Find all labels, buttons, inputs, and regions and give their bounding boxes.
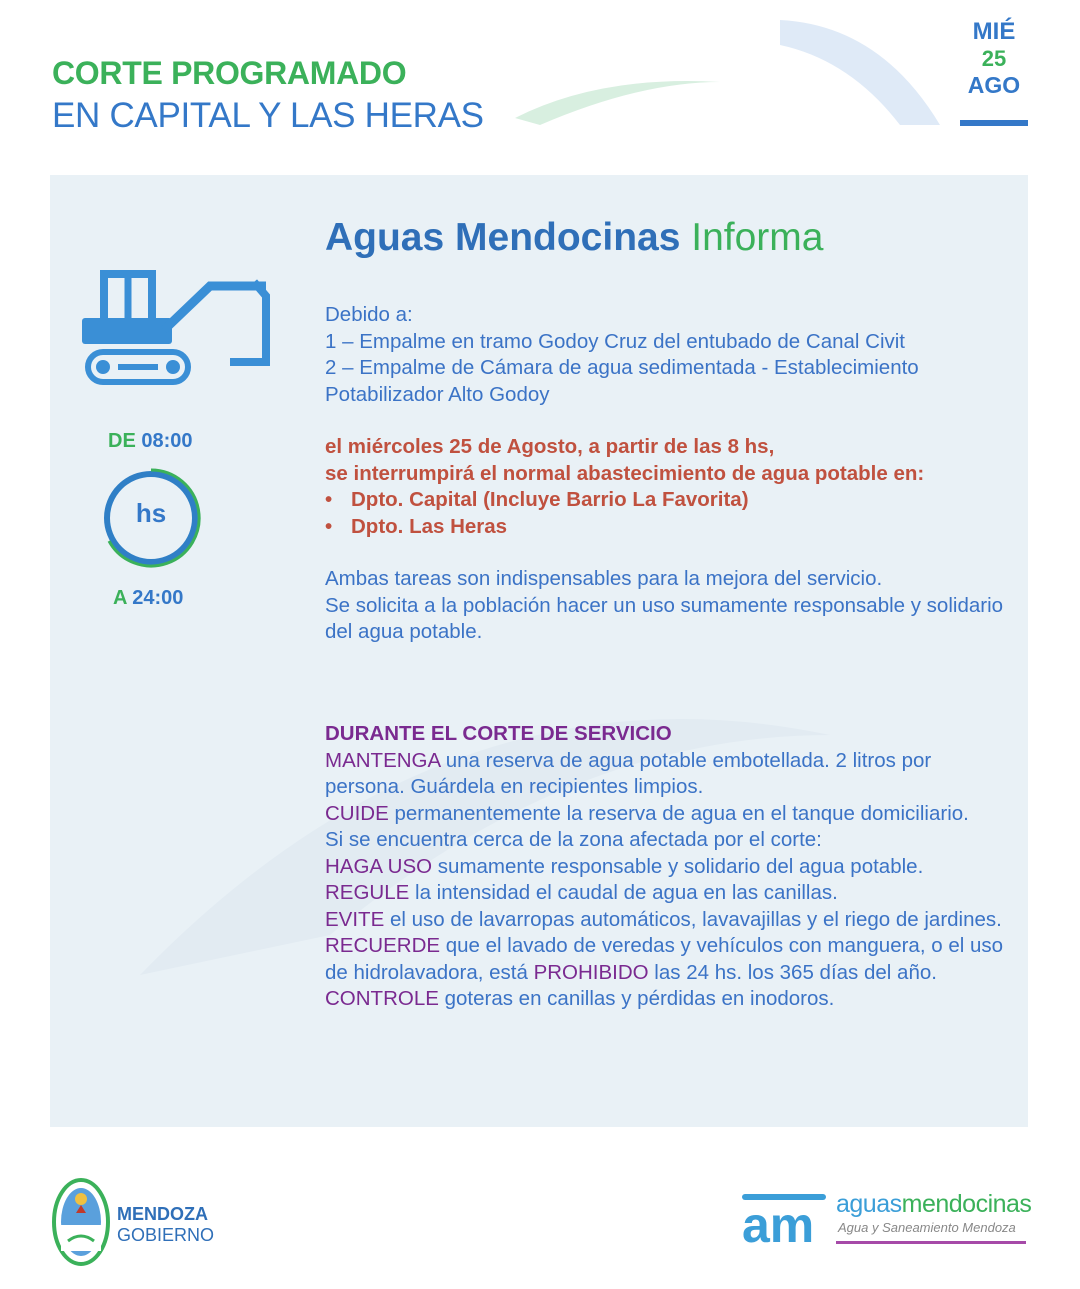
tip-keyword: RECUERDE [325,934,441,957]
mendoza-sub: GOBIERNO [117,1225,215,1245]
tip-evite [325,907,1005,934]
tip-regule [325,880,1005,907]
mendoza-name: MENDOZA [117,1204,208,1224]
tip-text: que el lavado de veredas y vehículos con manguera, o el uso de hidrolavadora, está [325,934,1004,984]
notice-bullet-lasheras [325,514,1005,541]
am-logo-icon [742,1190,826,1246]
request-block [325,566,1005,646]
tip-haga-uso [325,854,1005,881]
bullet-icon: • [325,488,333,511]
during-heading: DURANTE EL CORTE DE SERVICIO [325,722,672,745]
during-block [325,721,1005,1013]
brand-heading-light: Informa [691,216,824,259]
tip-near-zone: Si se encuentra cerca de la zona afectada por el corte: [325,828,822,851]
tip-keyword: MANTENGA [325,748,441,772]
tip-text: goteras en canillas y pérdidas en inodoros. [438,987,835,1010]
am-tagline: Agua y Saneamiento Mendoza [838,1220,1016,1235]
page-subtitle: EN CAPITAL Y LAS HERAS [52,96,484,135]
tip-keyword: CUIDE [325,801,389,825]
tip-text-2: las 24 hs. los 365 días del año. [648,960,937,984]
tip-keyword-prohibido: PROHIBIDO [533,960,649,984]
date-month: AGO [967,72,1021,98]
schedule-to-label: A [113,587,127,609]
reasons-block [325,302,1005,408]
request-line-1: Ambas tareas son indispensables para la mejora del servicio. [325,567,883,590]
am-name-a: aguas [836,1190,902,1218]
am-wordmark [836,1190,1031,1219]
tip-text: una reserva de agua potable embotellada. 2 litros por persona. Guárdela en recipientes limpios. [325,748,932,798]
tip-keyword: HAGA USO [325,854,433,878]
tip-keyword: CONTROLE [325,987,439,1010]
mendoza-shield-icon [50,1175,112,1269]
schedule-from [108,430,193,453]
am-underline [836,1241,1026,1244]
mendoza-wordmark [117,1204,214,1246]
tip-text: la intensidad el caudal de agua en las canillas. [409,881,838,904]
schedule-to-time: 24:00 [132,587,184,609]
notice-bullet-capital-text: Dpto. Capital (Incluye Barrio La Favorita) [351,488,749,511]
date-weekday: MIÉ [972,18,1016,45]
notice-block [325,434,1005,540]
brand-heading [325,216,823,260]
notice-bullet-capital [325,487,1005,514]
tip-recuerde [325,933,1005,986]
notice-bullet-lasheras-text: Dpto. Las Heras [351,514,508,538]
tip-controle [325,986,1005,1013]
excavator-icon [78,268,274,390]
tip-text: el uso de lavarropas automáticos, lavavajillas y el riego de jardines. [384,907,1002,931]
tip-keyword: EVITE [325,907,385,931]
page-title: CORTE PROGRAMADO [52,55,407,91]
am-name-b: mendocinas [901,1190,1032,1218]
clock-unit: hs [135,498,167,528]
reason-item-1: 1 – Empalme en tramo Godoy Cruz del entubado de Canal Civit [325,329,906,353]
am-logo-initials: am [742,1197,815,1246]
tip-text: permanentemente la reserva de agua en el tanque domiciliario. [388,801,969,825]
bullet-icon: • [325,514,333,538]
tip-mantenga [325,748,1005,801]
tip-cuide [325,801,1005,828]
notice-line-1: el miércoles 25 de Agosto, a partir de las 8 hs, [325,435,775,458]
date-underline [960,120,1028,126]
notice-line-2: se interrumpirá el normal abastecimiento de agua potable en: [325,461,925,485]
tip-text: sumamente responsable y solidario del agua potable. [432,854,924,878]
date-day: 25 [981,46,1007,71]
brand-heading-bold: Aguas Mendocinas [325,216,681,259]
tip-keyword: REGULE [325,881,410,904]
schedule-from-label: DE [108,430,136,452]
schedule-from-time: 08:00 [141,430,193,452]
reasons-intro: Debido a: [325,303,413,326]
request-line-2: Se solicita a la población hacer un uso sumamente responsable y solidario del agua potable. [325,593,1004,643]
schedule-to [113,587,183,610]
reason-item-2: 2 – Empalme de Cámara de agua sedimentada - Establecimiento Potabilizador Alto Godoy [325,356,919,406]
date-badge [950,18,1038,99]
